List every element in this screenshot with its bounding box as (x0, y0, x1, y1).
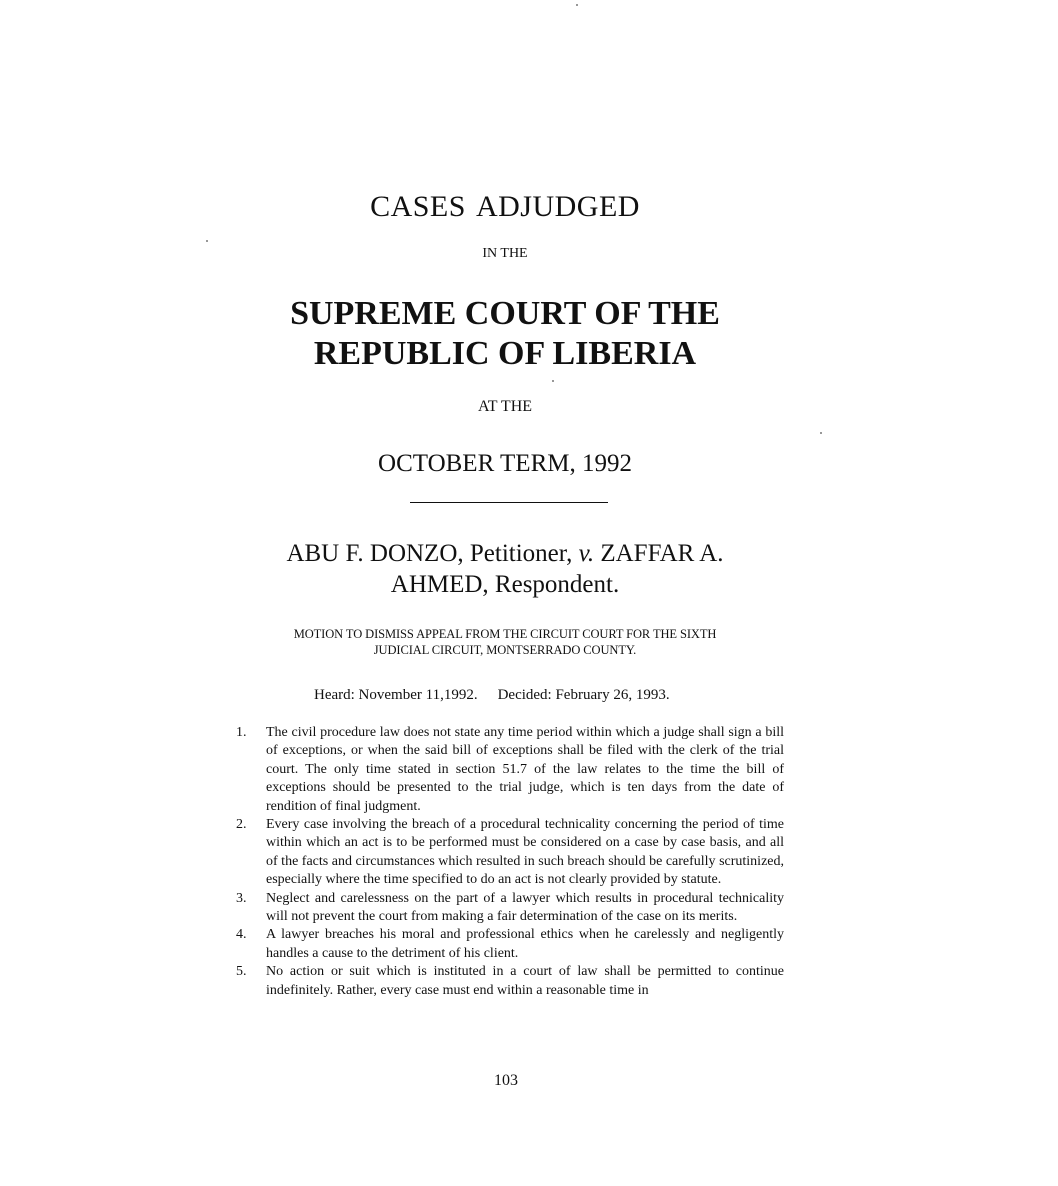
headnote-text: No action or suit which is instituted in a court of law shall be permitted to continue indefinitely. Rather, every case must end within a reasonable time in (266, 964, 784, 998)
motion-description (0, 626, 1010, 658)
headnote-text: Neglect and carelessness on the part of a lawyer which results in procedural technicality will not prevent the court from making a fair determination of the case on its merits. (266, 890, 784, 925)
case-title-line1 (0, 538, 1010, 569)
case-title (0, 538, 1010, 600)
headnote-number: 2. (236, 817, 247, 833)
headnote-item (236, 816, 784, 890)
headnote-number: 1. (236, 725, 247, 740)
headnote-text: The civil procedure law does not state any time period within which a judge shall sign a bill of exceptions, or when the said bill of exceptions shall be filed with the clerk of the trial court. The only time stated in section 51.7 of the law relates to the time the bill of exceptions should be presented to the trial judge, which is ten days from the date of rendition of final judgment. (266, 725, 784, 814)
headnote-number: 4. (236, 927, 247, 943)
scan-speck (552, 380, 554, 382)
in-the-label: IN THE (482, 246, 528, 261)
heard-date: Heard: November 11,1992. (314, 687, 478, 703)
respondent-name-part1: ZAFFAR A. (600, 540, 724, 567)
headnotes-list (236, 724, 784, 1000)
case-title-line2: AHMED, Respondent. (390, 571, 620, 598)
at-the-label: AT THE (477, 398, 533, 415)
court-title (0, 294, 1010, 374)
scan-speck (576, 4, 578, 6)
headnote-text: A lawyer breaches his moral and professional ethics when he carelessly and negligently handles a cause to the detriment of his client. (266, 927, 784, 961)
reporter-heading (0, 190, 1010, 224)
court-title-line1: SUPREME COURT OF THE (290, 295, 720, 332)
decided-date: Decided: February 26, 1993. (497, 687, 670, 703)
divider-rule (410, 502, 608, 503)
scan-speck (206, 240, 208, 242)
term-label: OCTOBER TERM, 1992 (378, 450, 632, 477)
headnote-item (236, 963, 784, 1000)
petitioner-name: ABU F. DONZO, Petitioner, (286, 540, 573, 567)
motion-line2: JUDICIAL CIRCUIT, MONTSERRADO COUNTY. (373, 643, 637, 657)
headnote-number: 5. (236, 964, 247, 980)
headnote-number: 3. (236, 890, 247, 906)
headnote-item (236, 890, 784, 927)
reporter-heading-word2: ADJUDGED (475, 190, 640, 223)
court-title-line2: REPUBLIC OF LIBERIA (313, 335, 697, 372)
reporter-heading-word1: CASES (370, 190, 466, 223)
headnote-item (236, 724, 784, 816)
headnote-text: Every case involving the breach of a procedural technicality concerning the period of time within which an act is to be performed must be considered on a case by case basis, and all of the facts and circumstances which resulted in such breach should be carefully scrutinized, especially where the time specified to do an act is not clearly provided by statute. (266, 817, 784, 888)
hearing-dates (314, 687, 670, 704)
page-number: 103 (494, 1072, 518, 1089)
versus-label: v. (578, 540, 595, 567)
headnote-item (236, 926, 784, 963)
scan-speck (820, 432, 822, 434)
motion-line1: MOTION TO DISMISS APPEAL FROM THE CIRCUIT COURT FOR THE SIXTH (293, 627, 717, 641)
